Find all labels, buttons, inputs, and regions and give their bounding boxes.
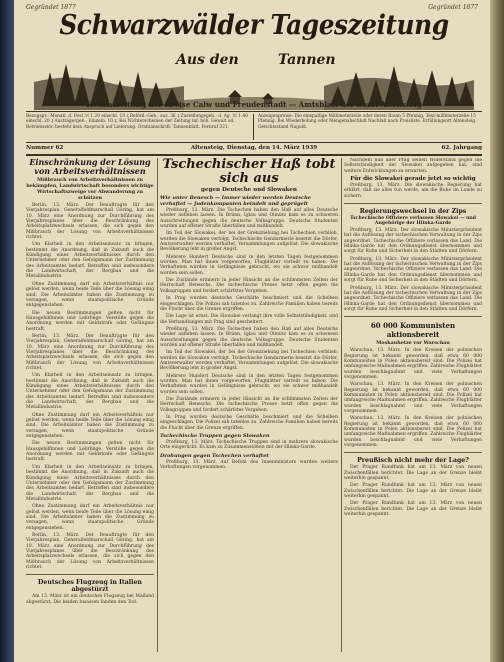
article-headline-main: Tschechischer Haß tobt sich aus (162, 158, 336, 186)
subscription-info-bar (26, 111, 482, 143)
article-paragraph: Preßburg, 13. März. Der slowakische Ministerpräsident hat die Auflösung der tschechischen Verwaltung in der Zips angeordnet. Tschechische Offiziere verlassen das Land. Die Hlinka-Garde hat den Ordnungsdienst übernommen und sorgt für Ruhe und Sicherheit in den Städten und Dörfern. (344, 285, 482, 312)
news-note: Preßburg, 13. März. Auf Befehl des Innenministers wurden weitere Verhaftungen vorgenommen. (160, 459, 338, 471)
advertising-rates: Anzeigenpreise: Die einspaltige Millimeterzeile oder deren Raum 5 Pfennig, Text-millimeterzeile 15 Pfennig. Bei Wiederholung oder Mengenabschluß Nachlaß nach Preisliste. Erfüllungsort Altensteig. Gerichtsstand Nagold. (258, 114, 477, 130)
article-paragraph: Preßburg, 13. März. Die Tschechen haben den Haß auf alles Deutsche wieder aufleben lassen. In Brünn, Iglau und Olmütz kam es zu schweren Ausschreitungen gegen die deutsche Volksgruppe. Deutsche Studenten wurden auf offener Straße überfallen und mißhandelt. (160, 326, 338, 348)
article-paragraph: In Prag wurden deutsche Geschäfte beschmiert und die Scheiben eingeschlagen. Die Polizei sah tatenlos zu. Zahlreiche Familien haben bereits die Flucht über die Grenze ergriffen. (160, 415, 338, 431)
article-headline-prague: Preußisch nicht mehr der Lage? (357, 457, 469, 465)
article-paragraph: Die neuen Bestimmungen gelten nicht für Hausgehilfinnen und Lehrlinge. Verstöße gegen die Anordnung werden mit Geldstrafe oder Gefängnis bestraft. (26, 310, 154, 332)
article-divider (344, 452, 482, 453)
news-note-title: Drohungen gegen Tschechen verhaftet (160, 452, 269, 459)
founded-right: Gegründet 1877 (428, 4, 478, 11)
article-paragraph: Der Prager Rundfunk hat am 13. März von neuen Zwischenfällen berichtet. Die Lage an der Grenze bleibt weiterhin gespannt. (344, 501, 482, 518)
article-paragraph: Im Teil der Slowakei, der bei der Grenzziehung bei Tschechien verblieb, werden die Slowaken verfolgt. Tschechische Gendarmerie besetzt die Dörfer, Amtsverwalter werden verhaftet, Versammlungen aufgelöst. Die slowakische Bevölkerung lebt in großer Angst. (160, 350, 338, 372)
article-paragraph: Die Zustände erinnern in jeder Hinsicht an die schlimmsten Zeiten der Herrschaft Beneschs. Die tschechische Presse hetzt offen gegen die Volksgruppen und fordert schärfstes Vorgehen. (160, 397, 338, 413)
article-paragraph: Preßburg, 13. März. Der slowakische Ministerpräsident hat die Auflösung der tschechischen Verwaltung in der Zips angeordnet. Tschechische Offiziere verlassen das Land. Die Hlinka-Garde hat den Ordnungsdienst übernommen und sorgt für Ruhe und Sicherheit in den Städten und Dörfern. (344, 256, 482, 284)
issue-date: Altensteig, Dienstag, den 14. März 1939 (190, 145, 318, 151)
article-paragraph: Berlin, 13. März. Der Beauftragte für den Vierjahresplan, Generalfeldmarschall Göring, hat am 10. März eine Anordnung zur Durchführung des Vierjahresplanes über die Beschränkung des Arbeitsplatzwechsels erlassen, die sich gegen den Mißbrauch der Lösung von Arbeitsverhältnissen richtet. (26, 333, 154, 371)
article-paragraph: Preßburg, 13. März. Der slowakische Ministerpräsident hat die Auflösung der tschechischen Verwaltung in der Zips angeordnet. Tschechische Offiziere verlassen das Land. Die Hlinka-Garde hat den Ordnungsdienst übernommen und sorgt für Ruhe und Sicherheit in den Städten und Dörfern. (344, 228, 482, 255)
article-paragraph: Preßburg, 13. März. Die Tschechen haben den Haß auf alles Deutsche wieder aufleben lassen. In Brünn, Iglau und Olmütz kam es zu schweren Ausschreitungen gegen die deutsche Volksgruppe. Deutsche Studenten wurden auf offener Straße überfallen und mißhandelt. (160, 208, 338, 230)
article-paragraph: Preßburg, 13. März. Die slowakische Regierung hat erklärt, daß sie alles tun werde, um die Ruhe im Lande zu sichern. (344, 183, 482, 199)
column-rule (341, 158, 342, 652)
article-paragraph: Nachdem nun aber Prag seinen Widerstand gegen die Selbstständigkeit der Slowakei aufgegeben hat, sind weitere Entwicklungen zu erwarten. (344, 158, 482, 174)
article-paragraph: Um Klarheit in den Arbeitseinsatz zu bringen, bestimmt die Anordnung, daß in Zukunft auch die Kündigung eines Arbeitsverhältnisses durch den Unternehmer oder den Gefolgsmann der Zustimmung des Arbeitsamtes bedarf. Betroffen sind insbesondere die Landwirtschaft, der Bergbau und die Metallindustrie. (26, 464, 154, 502)
article-paragraph: Warschau, 13. März. In den Kreisen der polnischen Regierung ist bekannt geworden, daß etwa 60 000 Kommunisten in Polen aktionsbereit sind. Die Polizei hat umfangreiche Maßnahmen ergriffen. Zahlreiche Flugblätter wurden beschlagnahmt und viele Verhaftungen vorgenommen. (344, 348, 482, 380)
article-headline-communists: 60 000 Kommunisten aktionsbereit (370, 321, 456, 340)
article-paragraph: Berlin, 13. März. Der Beauftragte für den Vierjahresplan, Generalfeldmarschall Göring, hat am 10. März eine Anordnung zur Durchführung des Vierjahresplanes über die Beschränkung des Arbeitsplatzwechsels erlassen, die sich gegen den Mißbrauch der Lösung von Arbeitsverhältnissen richtet. (26, 203, 154, 241)
article-paragraph: Die Zustände erinnern in jeder Hinsicht an die schlimmsten Zeiten der Herrschaft Beneschs. Die tschechische Presse hetzt offen gegen die Volksgruppen und fordert schärfstes Vorgehen. (160, 278, 338, 294)
article-paragraph: Ohne Zustimmung darf ein Arbeitsverhältnis nur gelöst werden, wenn beide Teile über die Lösung einig sind. Die Arbeitsämter haben die Zustimmung zu versagen, wenn staatspolitische Gründe entgegenstehen. (26, 504, 154, 531)
article-headline-labor: Einschränkung der Lösung von Arbeitsverhältnissen (29, 158, 151, 176)
article-paragraph: Um Klarheit in den Arbeitseinsatz zu bringen, bestimmt die Anordnung, daß in Zukunft auch die Kündigung eines Arbeitsverhältnisses durch den Unternehmer oder den Gefolgsmann der Zustimmung des Arbeitsamtes bedarf. Betroffen sind insbesondere die Landwirtschaft, der Bergbau und die Metallindustrie. (26, 242, 154, 280)
page-edge (490, 0, 504, 662)
article-paragraph: Am 13. März ist ein deutsches Flugzeug bei Mailand abgestürzt. Die beiden Insassen fanden den Tod. (26, 594, 154, 605)
article-divider (26, 574, 154, 575)
news-note-title: Tschechische Truppen gegen Slowaken (160, 433, 270, 440)
issue-number: Nummer 62 (26, 145, 64, 151)
article-subhead-zips: Tschechische Offiziere verlassen Slowakei — und Angehörige der Hlinka-Garde (350, 216, 476, 227)
article-divider (344, 316, 482, 317)
article-paragraph: Berlin, 13. März. Der Beauftragte für den Vierjahresplan, Generalfeldmarschall Göring, hat am 10. März eine Anordnung zur Durchführung des Vierjahresplanes über die Beschränkung des Arbeitsplatzwechsels erlassen, die sich gegen den Mißbrauch der Lösung von Arbeitsverhältnissen richtet. (26, 532, 154, 570)
founded-left: Gegründet 1877 (26, 4, 76, 11)
masthead-subtitle-right: Tannen (278, 52, 336, 68)
article-subhead-labor: Mißbrauch von Arbeitsverhältnissen zu bekämpfen, Landwirtschaft besonders wichtige Wirtschaftszweige vor Abwanderung zu schützen (26, 177, 154, 201)
article-divider (344, 203, 482, 204)
article-paragraph: Warschau, 13. März. In den Kreisen der polnischen Regierung ist bekannt geworden, daß etwa 60 000 Kommunisten in Polen aktionsbereit sind. Die Polizei hat umfangreiche Maßnahmen ergriffen. Zahlreiche Flugblätter wurden beschlagnahmt und viele Verhaftungen vorgenommen. (344, 416, 482, 449)
article-paragraph: Die Lage ist ernst. Die Slowakei verlangt ihre volle Selbstständigkeit, und die Verhandlungen mit Prag sind gescheitert. (160, 314, 338, 325)
article-headline-slovakia: Für die Slowakei gerade jetzt so wichtig (350, 176, 476, 183)
column-left (26, 158, 154, 652)
article-paragraph: Ohne Zustimmung darf ein Arbeitsverhältnis nur gelöst werden, wenn beide Teile über die Lösung einig sind. Die Arbeitsämter haben die Zustimmung zu versagen, wenn staatspolitische Gründe entgegenstehen. (26, 412, 154, 440)
column-rule (157, 158, 158, 652)
info-divider (253, 114, 254, 140)
article-headline-zips: Regierungswechsel in der Zips (359, 208, 467, 216)
article-paragraph: Ohne Zustimmung darf ein Arbeitsverhältnis nur gelöst werden, wenn beide Teile über die Lösung einig sind. Die Arbeitsämter haben die Zustimmung zu versagen, wenn staatspolitische Gründe entgegenstehen. (26, 281, 154, 309)
article-paragraph: Der Prager Rundfunk hat am 13. März von neuen Zwischenfällen berichtet. Die Lage an der Grenze bleibt weiterhin gespannt. (344, 483, 482, 500)
news-note: Preßburg, 13. März. Tschechische Truppen sind in mehrere slowakische Orte eingerückt. Es kam zu Zusammenstößen mit der Hlinka-Garde. (160, 440, 338, 451)
volume-year: 62. Jahrgang (441, 145, 482, 151)
column-right (344, 158, 482, 652)
article-lead: Wie unter Benesch — Immer wieder werden Deutsche verhaftet — Judenkompanien beindelt und geprügelt (160, 195, 311, 207)
newspaper-page (14, 0, 490, 662)
article-paragraph: Die neuen Bestimmungen gelten nicht für Hausgehilfinnen und Lehrlinge. Verstöße gegen die Anordnung werden mit Geldstrafe oder Gefängnis bestraft. (26, 441, 154, 463)
article-paragraph: Im Teil der Slowakei, der bei der Grenzziehung bei Tschechien verblieb, werden die Slowaken verfolgt. Tschechische Gendarmerie besetzt die Dörfer, Amtsverwalter werden verhaftet, Versammlungen aufgelöst. Die slowakische Bevölkerung lebt in großer Angst. (160, 231, 338, 253)
article-paragraph: Der Prager Rundfunk hat am 13. März von neuen Zwischenfällen berichtet. Die Lage an der Grenze bleibt weiterhin gespannt. (344, 465, 482, 482)
masthead-subtitle-left: Aus den (176, 52, 239, 68)
masthead-tagline: Heimatzeitung der Kreise Calw und Freudenstadt — Amtsblatt der Stadt Altensteig (86, 100, 422, 109)
article-paragraph: In Prag wurden deutsche Geschäfte beschmiert und die Scheiben eingeschlagen. Die Polizei sah tatenlos zu. Zahlreiche Familien haben bereits die Flucht über die Grenze ergriffen. (160, 296, 338, 312)
article-paragraph: Um Klarheit in den Arbeitseinsatz zu bringen, bestimmt die Anordnung, daß in Zukunft auch die Kündigung eines Arbeitsverhältnisses durch den Unternehmer oder den Gefolgsmann der Zustimmung des Arbeitsamtes bedarf. Betroffen sind insbesondere die Landwirtschaft, der Bergbau und die Metallindustrie. (26, 373, 154, 411)
column-center (160, 158, 338, 652)
binding-spine (0, 0, 14, 662)
article-headline-plane: Deutsches Flugzeug in Italien abgestürzt (38, 579, 142, 594)
article-subhead-communists: Moskauhetze vor Warschau (376, 340, 450, 347)
article-paragraph: Mehrere Hundert Deutsche sind in den letzten Tagen festgenommen worden. Man hat ihnen vorgeworfen, Flugblätter verteilt zu haben. Die Verhafteten wurden in Gefängnisse gebracht, wo sie schwer mißhandelt worden sein sollen. (160, 373, 338, 395)
article-paragraph: Mehrere Hundert Deutsche sind in den letzten Tagen festgenommen worden. Man hat ihnen vorgeworfen, Flugblätter verteilt zu haben. Die Verhafteten wurden in Gefängnisse gebracht, wo sie schwer mißhandelt worden sein sollen. (160, 254, 338, 276)
article-subhead-main: gegen Deutsche und Slowaken (201, 187, 297, 193)
dateline-bar (26, 143, 482, 156)
subscription-terms: Bezugspr.: Monatl. d. Post ℳ 1.20 einschl. 18 ₰ Beförd.-Geb., zuz. 36 ₰ Zustellungsgeb.; d. Ag. ℳ 1.40 einschl. 20 ₰ Austrägergeb.; Einzeln. 10 ₰. Bei Nichterscheinen der Zeitung inf. höh. Gewalt od. Betriebsstör. besteht kein Anspruch auf Lieferung. Drahtanschrift: Tannenblatt. Fernruf 321. (26, 114, 248, 130)
masthead-title: Schwarzwälder Tageszeitung (59, 10, 449, 41)
article-paragraph: Warschau, 13. März. In den Kreisen der polnischen Regierung ist bekannt geworden, daß etwa 60 000 Kommunisten in Polen aktionsbereit sind. Die Polizei hat umfangreiche Maßnahmen ergriffen. Zahlreiche Flugblätter wurden beschlagnahmt und viele Verhaftungen vorgenommen. (344, 382, 482, 414)
